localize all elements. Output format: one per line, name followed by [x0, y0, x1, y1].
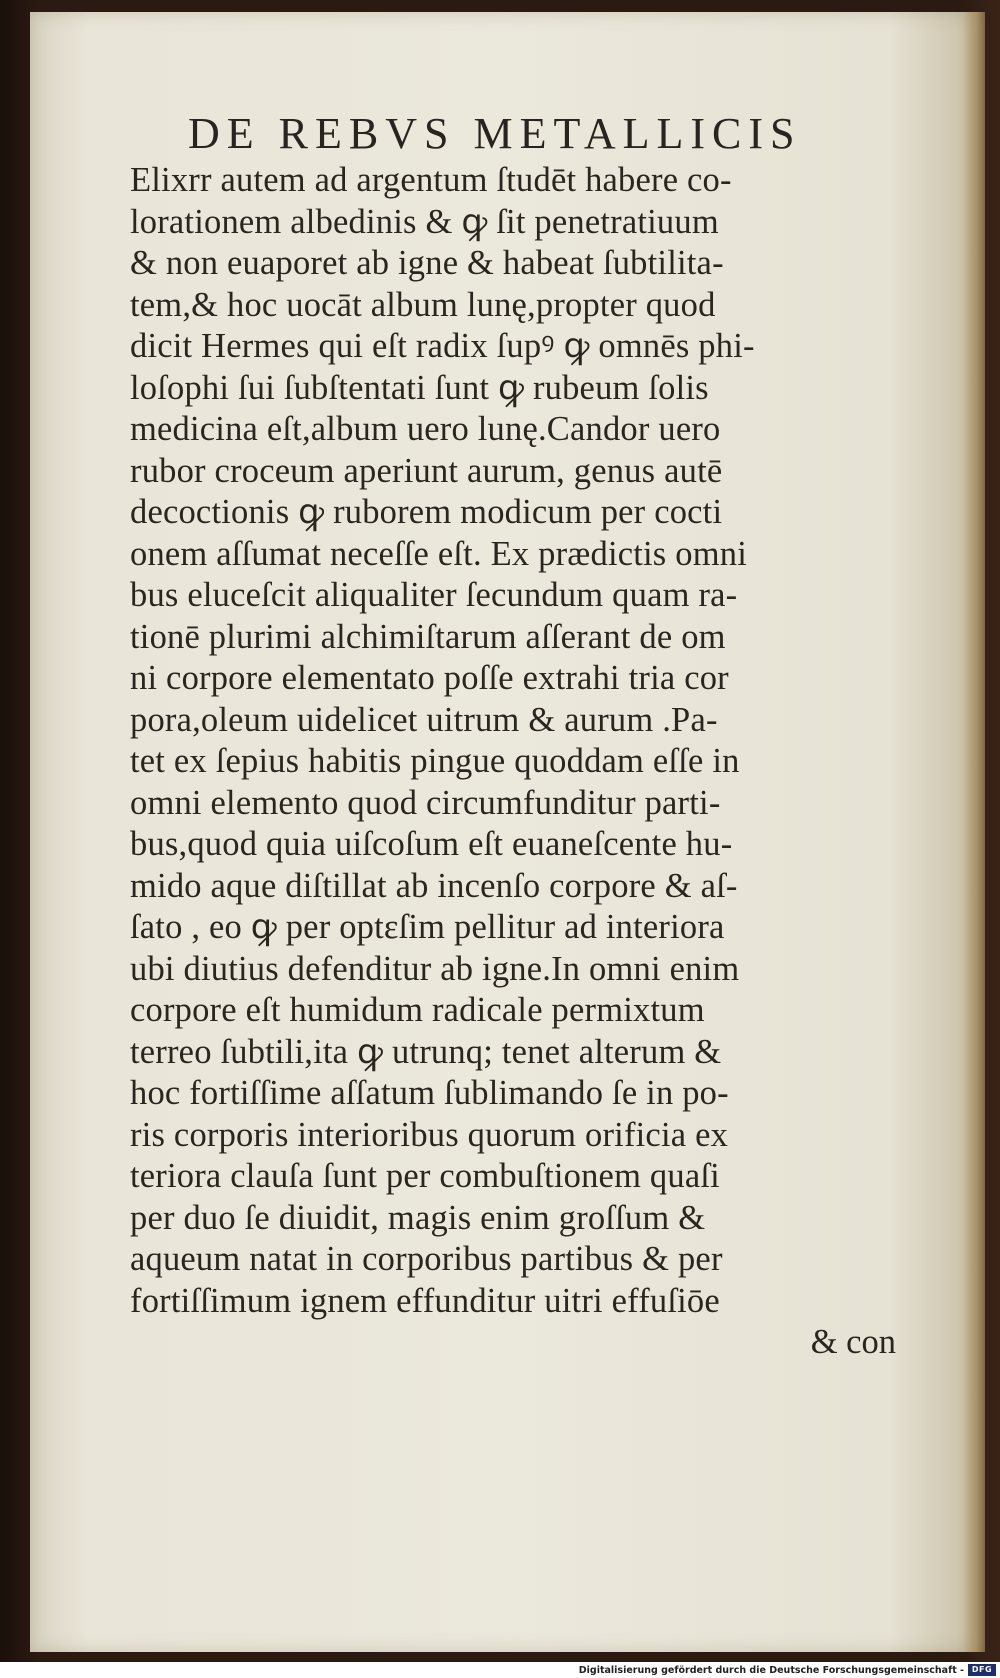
- text-line: decoctionis ꝙ ruborem modicum per cocti: [130, 493, 723, 531]
- text-line: terreo ſubtili,ita ꝙ utrunq; tenet alterum &: [130, 1032, 722, 1071]
- text-line: omni elemento quod circumfunditur parti-: [130, 783, 721, 822]
- text-line: mido aque diſtillat ab incenſo corpore & aſ-: [130, 866, 738, 905]
- catchword: & con: [810, 1323, 896, 1361]
- page-edge: [963, 12, 985, 1652]
- text-line: teriora clauſa ſunt per combuſtionem quaſi: [130, 1157, 720, 1195]
- text-line: bus eluceſcit aliqualiter ſecundum quam ra-: [130, 576, 738, 614]
- text-line: fortiſſimum ignem effunditur uitri effuſiōe: [130, 1281, 720, 1320]
- text-line: Elixrr autem ad argentum ſtudēt habere co-: [130, 161, 732, 199]
- text-lines: [130, 160, 900, 1322]
- digitization-footer: [0, 1662, 1000, 1678]
- text-line: corpore eſt humidum radicale permixtum: [130, 991, 705, 1029]
- text-line: ni corpore elementato poſſe extrahi tria cor: [130, 659, 729, 697]
- page-text: [130, 108, 900, 1364]
- text-line: tionē plurimi alchimiſtarum aſſerant de om: [130, 617, 726, 656]
- text-line: loſophi ſui ſubſtentati ſunt ꝙ rubeum ſolis: [130, 368, 709, 407]
- text-line: lorationem albedinis & ꝙ ſit penetratiuum: [130, 202, 719, 241]
- text-line: rubor croceum aperiunt aurum, genus autē: [130, 451, 723, 490]
- text-line: bus,quod quia uiſcoſum eſt euaneſcente hu-: [130, 825, 733, 863]
- text-line: per duo ſe diuidit, magis enim groſſum &: [130, 1198, 706, 1237]
- text-line: ubi diutius defenditur ab igne.In omni enim: [130, 949, 740, 988]
- text-line: tet ex ſepius habitis pingue quoddam eſſe in: [130, 742, 740, 780]
- text-line: ris corporis interioribus quorum orificia ex: [130, 1115, 729, 1154]
- text-line: ſato , eo ꝙ per optεſim pellitur ad interiora: [130, 908, 725, 946]
- text-line: & non euaporet ab igne & habeat ſubtilita-: [130, 244, 724, 282]
- text-line: hoc fortiſſime aſſatum ſublimando ſe in po-: [130, 1074, 729, 1112]
- running-head: DE REBVS METALLICIS: [188, 109, 802, 158]
- text-line: aqueum natat in corporibus partibus & per: [130, 1240, 723, 1278]
- text-line: dicit Hermes qui eſt radix ſupꝰ ꝙ omnēs phi-: [130, 327, 755, 365]
- text-line: tem,& hoc uocāt album lunę,propter quod: [130, 285, 716, 324]
- text-line: medicina eſt,album uero lunę.Candor uero: [130, 410, 721, 448]
- dfg-logo-icon: DFG: [968, 1664, 996, 1676]
- text-line: pora,oleum uidelicet uitrum & aurum .Pa-: [130, 700, 718, 739]
- funding-credit: Digitalisierung gefördert durch die Deutsche Forschungsgemeinschaft -: [578, 1665, 964, 1676]
- text-line: onem aſſumat neceſſe eſt. Ex prædictis omni: [130, 534, 747, 573]
